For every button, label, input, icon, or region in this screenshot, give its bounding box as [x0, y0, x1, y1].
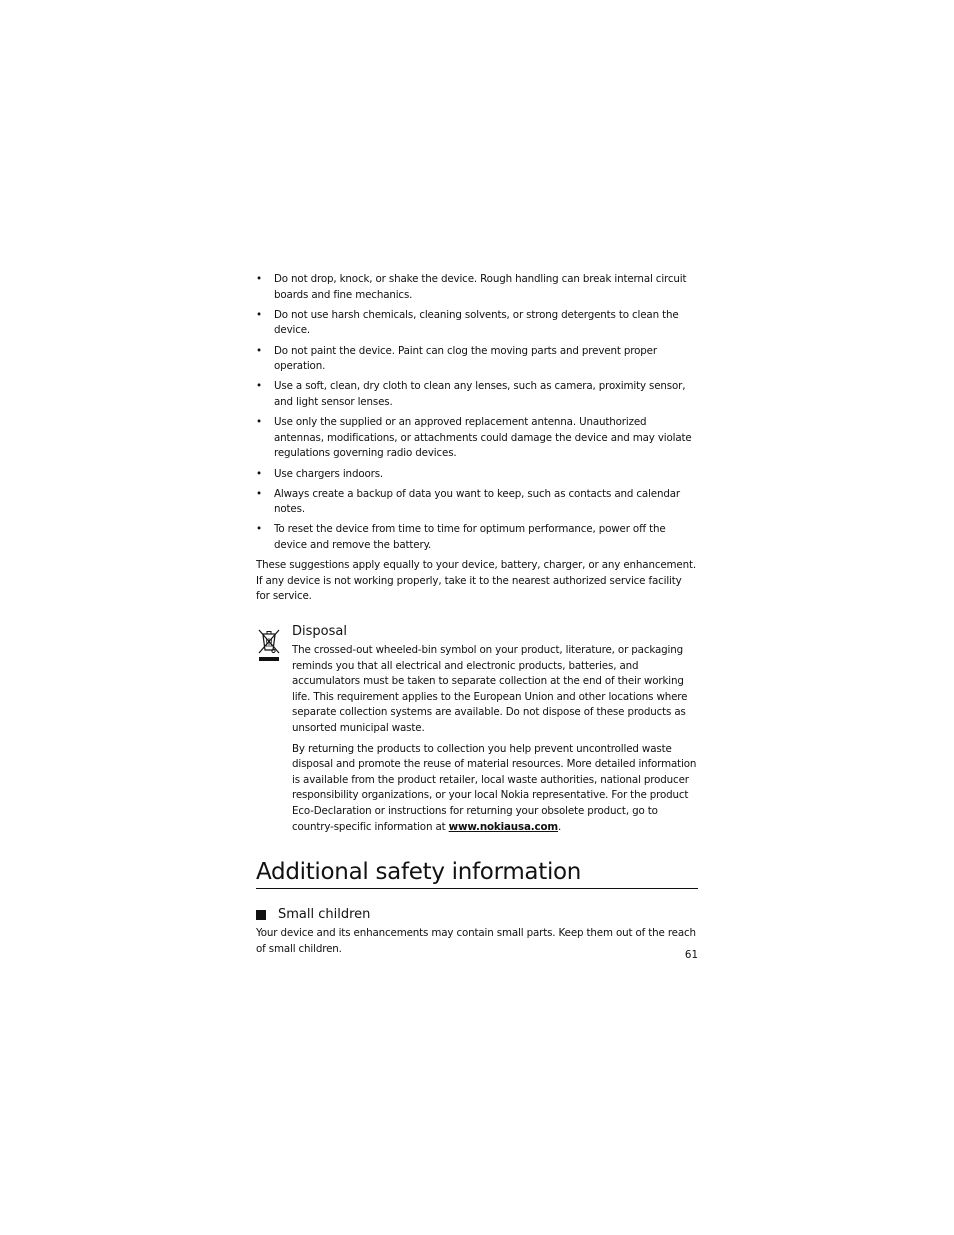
- list-item: [256, 415, 698, 462]
- bullet-glyph: •: [256, 273, 262, 285]
- disposal-paragraph-1: The crossed-out wheeled-bin symbol on your product, literature, or packaging reminds you that all electrical and electronic products, batteries, and accumulators must be taken to separate collection at the end of their working life. This requirement applies to the European Union and other locations where separate collection systems are available. Do not dispose of these products as unsorted municipal waste.: [292, 644, 688, 734]
- square-bullet-icon: [256, 910, 266, 920]
- page-number: 61: [684, 949, 698, 961]
- bullet-glyph: •: [256, 523, 262, 536]
- list-item: [256, 379, 698, 410]
- list-item-text: Always create a backup of data you want to keep, such as contacts and calendar notes.: [274, 487, 680, 516]
- disposal-heading: Disposal: [292, 624, 347, 640]
- section-heading: Additional safety information: [256, 857, 698, 889]
- bullet-glyph: •: [256, 416, 262, 429]
- list-item-text: Do not paint the device. Paint can clog the moving parts and prevent proper operation.: [274, 344, 657, 373]
- list-item-text: Use only the supplied or an approved replacement antenna. Unauthorized antennas, modifications, or attachments could damage the device and may violate regulations governing radio devices.: [274, 416, 692, 460]
- disposal-section: [256, 624, 698, 835]
- list-item: [256, 522, 698, 553]
- subsection-heading: [256, 907, 698, 923]
- disposal-paragraph-2: [292, 742, 698, 836]
- bullet-glyph: •: [256, 380, 262, 393]
- bullet-glyph: •: [256, 467, 262, 480]
- bullet-glyph: •: [256, 487, 262, 500]
- bullet-glyph: •: [256, 344, 262, 357]
- care-bullet-list: [256, 272, 698, 554]
- page-content: [256, 272, 698, 957]
- list-item: [256, 344, 698, 375]
- list-item-text: To reset the device from time to time for optimum performance, power off the device and remove the battery.: [274, 523, 666, 552]
- disposal-paragraph-2-text: By returning the products to collection you help prevent uncontrolled waste disposal and promote the reuse of material resources. More detailed information is available from the product retailer, local waste authorities, national producer responsibility organizations, or your local Nokia representative. For the product Eco-Declaration or instructions for returning your obsolete product, go to country-specific information at: [292, 742, 697, 833]
- list-item-text: Do not drop, knock, or shake the device. Rough handling can break internal circuit boards and fine mechanics.: [274, 273, 687, 301]
- list-item-text: Do not use harsh chemicals, cleaning solvents, or strong detergents to clean the device.: [274, 308, 679, 337]
- list-item-text: Use chargers indoors.: [274, 467, 384, 480]
- suggestions-paragraph: These suggestions apply equally to your device, battery, charger, or any enhancement. If any device is not working properly, take it to the nearest authorized service facility for service.: [256, 559, 696, 603]
- disposal-paragraph-2-end: .: [557, 820, 562, 833]
- list-item: [256, 272, 698, 303]
- nokiausa-link[interactable]: www.nokiausa.com: [448, 820, 558, 833]
- list-item: [256, 467, 698, 483]
- crossed-out-wheeled-bin-icon: [256, 628, 282, 662]
- list-item-text: Use a soft, clean, dry cloth to clean any lenses, such as camera, proximity sensor, and light sensor lenses.: [274, 380, 686, 408]
- list-item: [256, 487, 698, 518]
- small-children-paragraph: Your device and its enhancements may contain small parts. Keep them out of the reach of small children.: [256, 927, 696, 955]
- subsection-heading-text: Small children: [278, 907, 371, 923]
- bullet-glyph: •: [256, 308, 262, 321]
- list-item: [256, 308, 698, 339]
